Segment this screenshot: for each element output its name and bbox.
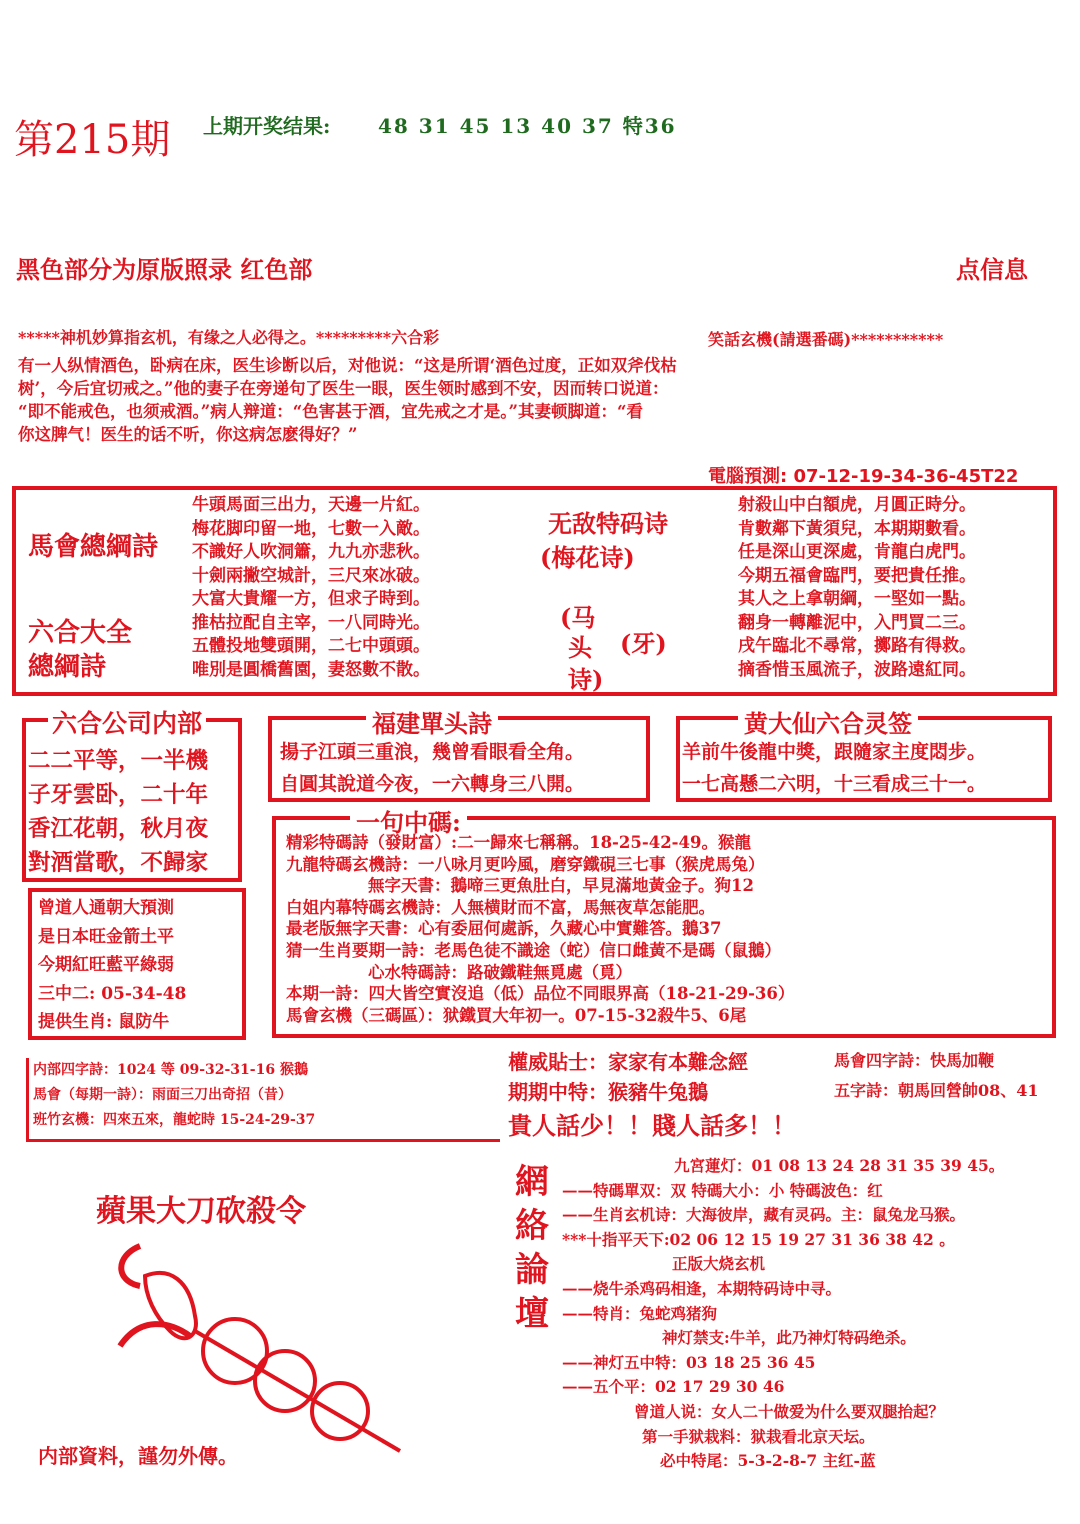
inner-left (26, 1058, 500, 1142)
last-result-numbers: 48 31 45 13 40 37 特36 (378, 114, 677, 138)
poem-line: 唯別是圓橋舊園，妻怒數不散。 (192, 659, 430, 680)
daoren-line: 提供生肖: 鼠防牛 (38, 1012, 170, 1032)
issue-number: 第215期 (14, 117, 171, 163)
poem-line: 肯數鄰下黃須兒，本期期數看。 (738, 518, 976, 539)
poem-line: 今期五福會臨門，要把貴任推。 (738, 565, 976, 586)
liuhe-title-a: 六合大全 (28, 618, 133, 648)
forum-line: ——五个平：02 17 29 30 46 (562, 1377, 785, 1397)
center-c1: (马 (560, 603, 596, 632)
computer-prediction: 電腦預測: 07-12-19-34-36-45T22 (708, 466, 1019, 487)
onecode-lines (286, 832, 794, 1026)
company-line: 香江花朝，秋月夜 (28, 816, 209, 842)
huangdaxian-lines (682, 736, 986, 800)
onecode-line: 本期一詩：四大皆空實沒追（低）品位不同眼界高（18-21-29-36） (286, 984, 795, 1004)
inner-line: 馬會（每期一詩）：雨面三刀出奇招（昔） (33, 1087, 292, 1103)
story-line: 有一人纵情酒色，卧病在床，医生诊断以后，对他说：“这是所谓‘酒色过度，正如双斧伐枯 (18, 356, 677, 375)
daoren-lines (38, 894, 186, 1037)
forum-line: 正版大烧玄机 (672, 1254, 766, 1274)
apple-title: 蘋果大刀砍殺令 (96, 1194, 306, 1229)
notice-left: 黑色部分为原版照录 红色部 (16, 256, 313, 284)
poem-line: 大富大貴耀一方，但求子時到。 (192, 589, 430, 609)
forum-side (512, 1160, 552, 1336)
company-line: 對酒當歌，不歸家 (28, 850, 209, 876)
forum-line: ***十指平天下:02 06 12 15 19 27 31 36 38 42 。 (562, 1229, 955, 1249)
story-line: 树’，今后宜切戒之。”他的妻子在旁递句了医生一眼，医生领时感到不安，因而转口说道： (18, 379, 669, 398)
poem-line: 其人之上拿朝綱，一堅如一點。 (738, 589, 976, 609)
forum-line: ——特肖：兔蛇鸡猪狗 (562, 1303, 718, 1323)
forum-char: 網 (515, 1162, 549, 1202)
onecode-line: 白姐内幕特碼玄機詩：人無横財而不富，馬無夜草怎能肥。 (286, 897, 715, 917)
last-result-label: 上期开奖结果: (203, 114, 331, 138)
forum-lines (562, 1154, 1004, 1474)
forum-line: ——神灯五中特：03 18 25 36 45 (562, 1352, 816, 1372)
forum-char: 絡 (515, 1206, 549, 1246)
company-lines (28, 744, 208, 880)
fujian-lines (280, 736, 584, 800)
company-line: 二二平等，一半機 (28, 748, 209, 774)
onecode-title: 一句中碼: (350, 803, 467, 838)
inner-line: 班竹玄機：四來五來，龍蛇時 15-24-29-37 (33, 1112, 316, 1128)
forum-line: 神灯禁支:牛羊，此乃神灯特码绝杀。 (662, 1328, 916, 1348)
poem-line: 不識好人吹洞簫，九九亦悲秋。 (192, 542, 430, 562)
story-head-right: 笑話玄機(請選番碼)*********** (708, 330, 944, 349)
tips-line3: 貴人話少！！賤人話多！！ (508, 1111, 796, 1140)
forum-line: 九宮蓮灯：01 08 13 24 28 31 35 39 45。 (674, 1156, 1005, 1175)
forum-line: 第一手狱栽料：狱栽看北京天坛。 (642, 1426, 875, 1446)
daoren-title: 曾道人通朝大預測 (38, 898, 174, 918)
poem-line: 戌午臨北不尋常，擲路有得救。 (738, 636, 976, 656)
tips-line2a: 期期中特：猴豬牛兔鵝 (508, 1080, 708, 1104)
poem-line: 梅花脚印留一地，七數一入敵。 (192, 518, 430, 539)
onecode-line: 最老版無字天書：心有委屈何處訴，久藏心中實難答。鵝37 (286, 919, 722, 939)
notice-right: 点信息 (956, 256, 1028, 284)
tips-line2b: 五字詩：朝馬回營帥08、41 (834, 1081, 1039, 1100)
poem-line: 摘香惜玉風流子，波路遠紅同。 (738, 659, 976, 680)
fujian-line: 揚子江頭三重浪，幾曾看眼看全角。 (280, 741, 585, 763)
fujian-title: 福建單头詩 (366, 704, 498, 739)
poem-right (738, 494, 976, 682)
liuhe-title-b: 總綱詩 (28, 652, 107, 682)
forum-char: 論 (515, 1250, 549, 1290)
poem-line: 五體投地雙頭開，二七中頭頭。 (192, 636, 430, 656)
daoren-line: 今期紅旺藍平綠弱 (38, 955, 174, 975)
forum-line: 必中特尾：5-3-2-8-7 主红-蓝 (660, 1451, 876, 1471)
center-c3: (牙) (620, 629, 667, 658)
forum-line: ——生肖玄机诗：大海彼岸，藏有灵码。主：鼠兔龙马猴。 (562, 1205, 966, 1225)
center-title-b: (梅花诗) (540, 543, 635, 572)
company-line: 子牙雲卧，二十年 (28, 782, 209, 808)
onecode-line: 馬會玄機（三碼區）：狱鐵買大年初一。07-15-32殺牛5、6尾 (286, 1005, 747, 1025)
inner-line: 内部四字詩：1024 等 09-32-31-16 猴鵝 (33, 1062, 308, 1078)
forum-char: 壇 (515, 1294, 549, 1334)
poem-line: 翻身一轉離泥中，入門買二三。 (738, 612, 976, 633)
poem-left (192, 494, 430, 682)
poem-line: 牛頭馬面三出力，天邊一片紅。 (192, 495, 430, 515)
forum-line: ——烧牛杀鸡码相逢，本期特码诗中寻。 (562, 1278, 842, 1298)
center-c2: 头 (568, 633, 592, 662)
story-line: “即不能戒色，也须戒酒。”病人辩道：“色害甚于酒，宜先戒之才是。”其妻顿脚道：“看 (18, 402, 643, 421)
fujian-line: 自圓其說道今夜，一六轉身三八開。 (280, 773, 585, 795)
poem-line: 任是深山更深處，肯龍白虎門。 (738, 542, 976, 562)
story-head-left: *****神机妙算指玄机，有缘之人必得之。*********六合彩 (18, 328, 440, 347)
knife-illustration (100, 1236, 410, 1456)
daoren-line: 是日本旺金箭土平 (38, 926, 174, 947)
center-title-a: 无敌特码诗 (548, 509, 668, 538)
forum-line: 曾道人说：女人二十做爱为什么要双腿抬起？ (634, 1401, 945, 1421)
forum-line: ——特碼單双：双 特碼大小：小 特碼波色：红 (562, 1180, 883, 1200)
huangdaxian-title: 黄大仙六合灵签 (738, 704, 918, 739)
tips-line1b: 馬會四字詩：快馬加鞭 (834, 1051, 995, 1070)
huangdaxian-line: 羊前牛後龍中獎，跟隨家主度悶步。 (682, 741, 987, 763)
center-c4: 诗) (568, 665, 604, 694)
onecode-line: 九龍特碼玄機詩：一八咏月更吟風，磨穿鐵硯三七事（猴虎馬兔） (286, 854, 765, 874)
story-text (18, 354, 1068, 446)
onecode-line: 猜一生肖要期一詩：老馬色徒不識途（蛇）信口雌黃不是碼（鼠鵝） (286, 940, 781, 960)
horse-club-title: 馬會總綱詩 (28, 532, 159, 562)
tips-line1a: 權威貼士：家家有本難念經 (508, 1050, 748, 1074)
daoren-line: 三中二: 05-34-48 (38, 983, 187, 1004)
poem-line: 射殺山中白額虎，月圓正時分。 (738, 495, 976, 515)
onecode-line: 精彩特碼詩（發財富）:二一歸來七稱稱。18-25-42-49。猴龍 (286, 833, 751, 852)
poem-line: 十劍兩撇空城計，三尺來冰破。 (192, 565, 430, 586)
company-title: 六合公司内部 (48, 704, 206, 740)
huangdaxian-line: 一七高懸二六明，十三看成三十一。 (682, 773, 987, 795)
story-line: 你这脾气！医生的话不听，你这病怎麽得好？” (18, 425, 358, 444)
poem-line: 推枯拉配自主宰，一八同時光。 (192, 612, 430, 633)
onecode-line: 心水特碼詩：路破鐵鞋無覓處（覓） (368, 962, 632, 982)
onecode-line: 無字天書：鵝啼三更魚肚白，早見滿地黃金子。狗12 (368, 876, 754, 896)
apple-footer: 内部資料，謹勿外傳。 (38, 1444, 238, 1468)
